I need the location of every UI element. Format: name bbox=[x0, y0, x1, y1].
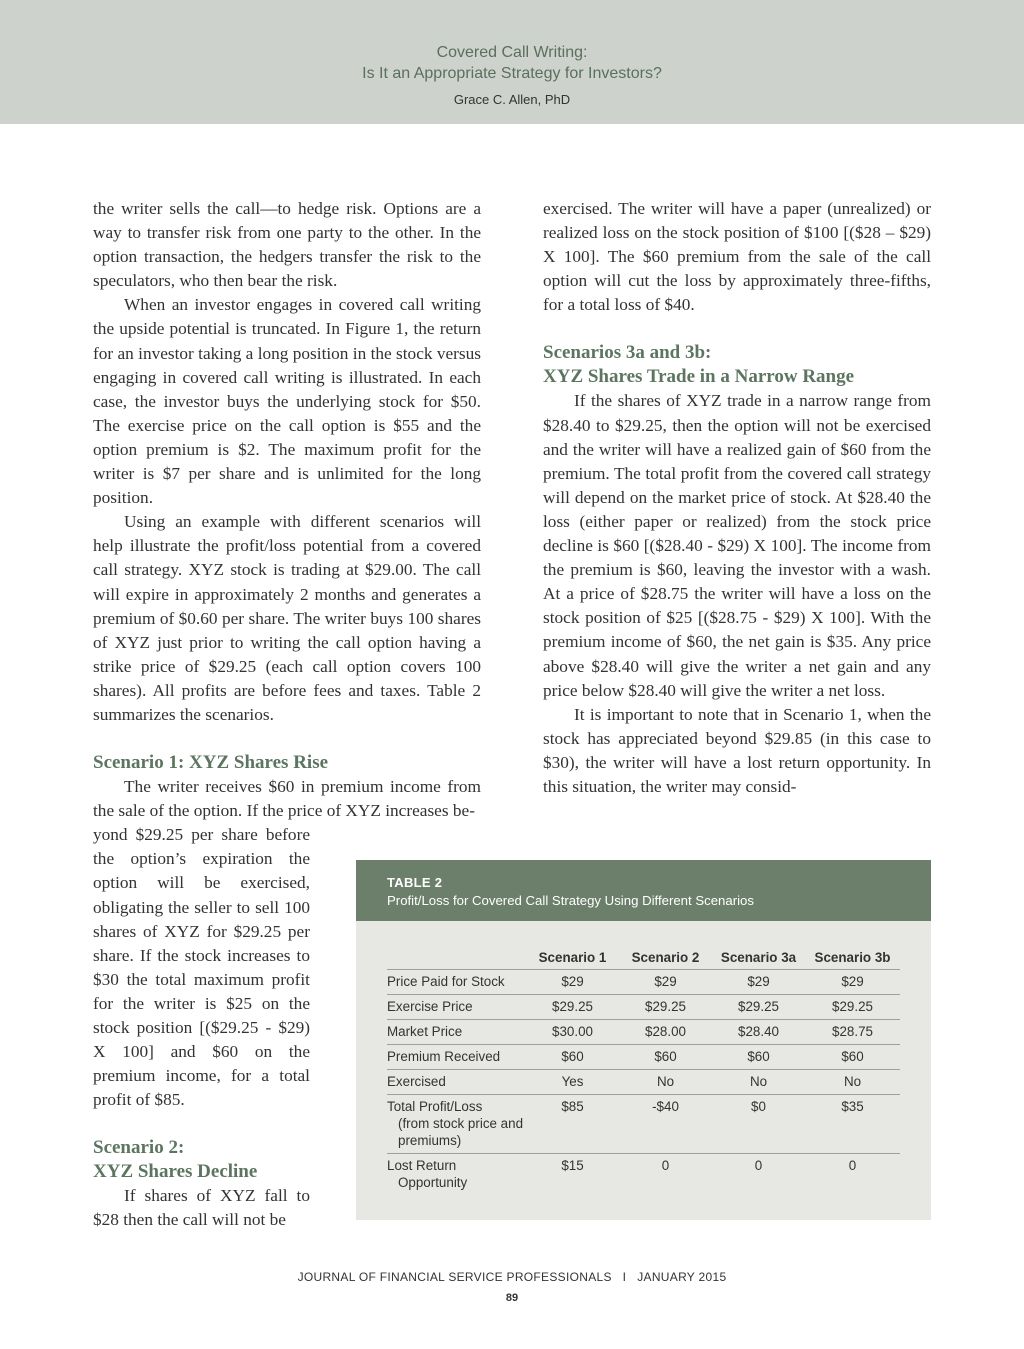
page-number: 89 bbox=[505, 1292, 519, 1304]
column-header: Scenario 1 bbox=[526, 948, 619, 970]
heading-line: XYZ Shares Decline bbox=[93, 1161, 258, 1183]
table-2 bbox=[356, 860, 931, 1220]
table-cell: 0 bbox=[754, 1158, 763, 1173]
table-cell: $28.00 bbox=[619, 1020, 712, 1045]
table-cell: Yes bbox=[526, 1070, 619, 1095]
table-cell: 0 bbox=[661, 1158, 670, 1173]
table-cell: No bbox=[712, 1070, 805, 1095]
row-label: Market Price bbox=[387, 1020, 526, 1045]
row-label-sub: Opportunity bbox=[398, 1175, 468, 1190]
paragraph: If the shares of XYZ trade in a narrow range from $28.40 to $29.25, then the option will not be exercised and the writer will have a realized gain of $60 from the premium. The total profit from the covered call strategy will depend on the market price of stock. At $28.40 the loss (either paper or realized) from the stock price decline is $60 [($28.40 - $29) X 100]. The income from the premium is $60, leaving the investor with a wash. At a price of $28.75 the writer will have a loss on the stock position of $25 [($28.75 - $29) X 100]. With the premium income of $60, the net gain is $35. Any price above $28.40 will give the writer a net gain and any price below $28.40 will give the writer a net loss. bbox=[543, 391, 931, 700]
table-header-bar bbox=[356, 860, 931, 921]
table-row bbox=[387, 1154, 900, 1196]
table-row bbox=[387, 1070, 900, 1095]
table-cell: $0 bbox=[712, 1095, 805, 1154]
table-row bbox=[387, 1045, 900, 1070]
paragraph: Using an example with different scenarios will help illustrate the profit/loss potential from a covered call strategy. XYZ stock is trading at $29.00. The call will expire in approximately 2 months and generates a premium of $0.60 per share. The writer buys 100 shares of XYZ just prior to writing the call option having a strike price of $29.25 (each call option covers 100 shares). All profits are before fees and taxes. Table 2 summarizes the scenarios. bbox=[93, 512, 481, 724]
row-label: Exercise Price bbox=[387, 995, 526, 1020]
table-caption: Profit/Loss for Covered Call Strategy Using Different Scenarios bbox=[387, 893, 754, 908]
column-header: Scenario 2 bbox=[619, 948, 712, 970]
table-cell: $28.75 bbox=[805, 1020, 900, 1045]
heading-line: XYZ Shares Trade in a Narrow Range bbox=[543, 366, 855, 388]
table-cell: $85 bbox=[526, 1095, 619, 1154]
table-cell: $29 bbox=[712, 970, 805, 995]
table-cell: $29.25 bbox=[805, 995, 900, 1020]
table-cell: $29.25 bbox=[712, 995, 805, 1020]
table-header-row bbox=[387, 948, 900, 970]
column-header: Scenario 3a bbox=[712, 948, 805, 970]
table-cell: $28.40 bbox=[712, 1020, 805, 1045]
table-label: TABLE 2 bbox=[387, 875, 443, 890]
table-cell: $15 bbox=[561, 1158, 584, 1173]
journal-footer: JOURNAL OF FINANCIAL SERVICE PROFESSIONALS I JANUARY 2015 bbox=[297, 1270, 727, 1284]
article-title-line2: Is It an Appropriate Strategy for Investors? bbox=[362, 65, 662, 82]
row-label-main: Lost Return bbox=[387, 1158, 457, 1173]
paragraph: It is important to note that in Scenario 1, when the stock has appreciated beyond $29.85 (in this case to $30), the writer will have a lost return opportunity. In this situation, the writer may consid- bbox=[543, 704, 931, 796]
table-cell: $60 bbox=[712, 1045, 805, 1070]
table-row bbox=[387, 970, 900, 995]
paragraph: If shares of XYZ fall to $28 then the call will not be bbox=[93, 1186, 310, 1230]
column-header: Scenario 3b bbox=[805, 948, 900, 970]
data-table bbox=[387, 948, 900, 1195]
table-row bbox=[387, 1095, 900, 1154]
row-label: Premium Received bbox=[387, 1045, 526, 1070]
row-label-sub: (from stock price and premiums) bbox=[398, 1116, 524, 1148]
paragraph: exercised. The writer will have a paper (unrealized) or realized loss on the stock position of $100 [($28 – $29) X 100]. The $60 premium from the sale of the call option will cut the loss by approximately three-fifths, for a total loss of $40. bbox=[543, 199, 931, 315]
table-cell: $29.25 bbox=[619, 995, 712, 1020]
table-cell: $60 bbox=[526, 1045, 619, 1070]
right-column bbox=[543, 197, 931, 799]
table-cell: $29.25 bbox=[526, 995, 619, 1020]
row-label: Exercised bbox=[387, 1070, 526, 1095]
row-label bbox=[387, 1154, 526, 1196]
paragraph: When an investor engages in covered call writing the upside potential is truncated. In Figure 1, the return for an investor taking a long position in the stock versus engaging in covered call writing is illustrated. In each case, the investor buys the underlying stock for $50. The exercise price on the call option is $55 and the option premium is $2. The maximum profit for the writer is $7 per share and is unlimited for the long position. bbox=[93, 295, 481, 508]
table-cell: No bbox=[805, 1070, 900, 1095]
table-cell: $30.00 bbox=[526, 1020, 619, 1045]
table-cell: $29 bbox=[805, 970, 900, 995]
article-author: Grace C. Allen, PhD bbox=[453, 92, 571, 107]
table-cell: $60 bbox=[619, 1045, 712, 1070]
table-cell: $35 bbox=[805, 1095, 900, 1154]
table-cell: $60 bbox=[805, 1045, 900, 1070]
section-heading-scenarios-3 bbox=[543, 341, 931, 389]
page-header bbox=[0, 0, 1024, 124]
section-heading-scenario-1: Scenario 1: XYZ Shares Rise bbox=[93, 752, 329, 774]
article-title-line1: Covered Call Writing: bbox=[436, 44, 588, 61]
heading-line: Scenario 2: bbox=[93, 1137, 185, 1159]
paragraph: The writer receives $60 in premium income from the sale of the option. If the price of XYZ increases be- bbox=[93, 777, 481, 821]
row-label bbox=[387, 1095, 526, 1154]
row-label: Price Paid for Stock bbox=[387, 970, 526, 995]
table-cell: $29 bbox=[526, 970, 619, 995]
table-cell: $29 bbox=[619, 970, 712, 995]
row-label-main: Total Profit/Loss bbox=[387, 1099, 483, 1114]
table-cell: No bbox=[619, 1070, 712, 1095]
paragraph: yond $29.25 per share before the option’s expiration the option will be exercised, obligating the seller to sell 100 shares of XYZ for $29.25 per share. If the stock increases to $30 the total maximum profit for the writer is $25 on the stock position [($29.25 - $29) X 100] and $60 on the premium income, for a total profit of $85. bbox=[93, 825, 310, 1110]
table-cell: -$40 bbox=[619, 1095, 712, 1154]
table-row bbox=[387, 1020, 900, 1045]
table-row bbox=[387, 995, 900, 1020]
paragraph: the writer sells the call—to hedge risk. Options are a way to transfer risk from one party to the other. In the option transaction, the hedgers transfer the risk to the speculators, who then bear the risk. bbox=[93, 199, 481, 291]
table-cell: 0 bbox=[848, 1158, 857, 1173]
column-header bbox=[387, 948, 526, 970]
heading-line: Scenarios 3a and 3b: bbox=[543, 342, 712, 364]
